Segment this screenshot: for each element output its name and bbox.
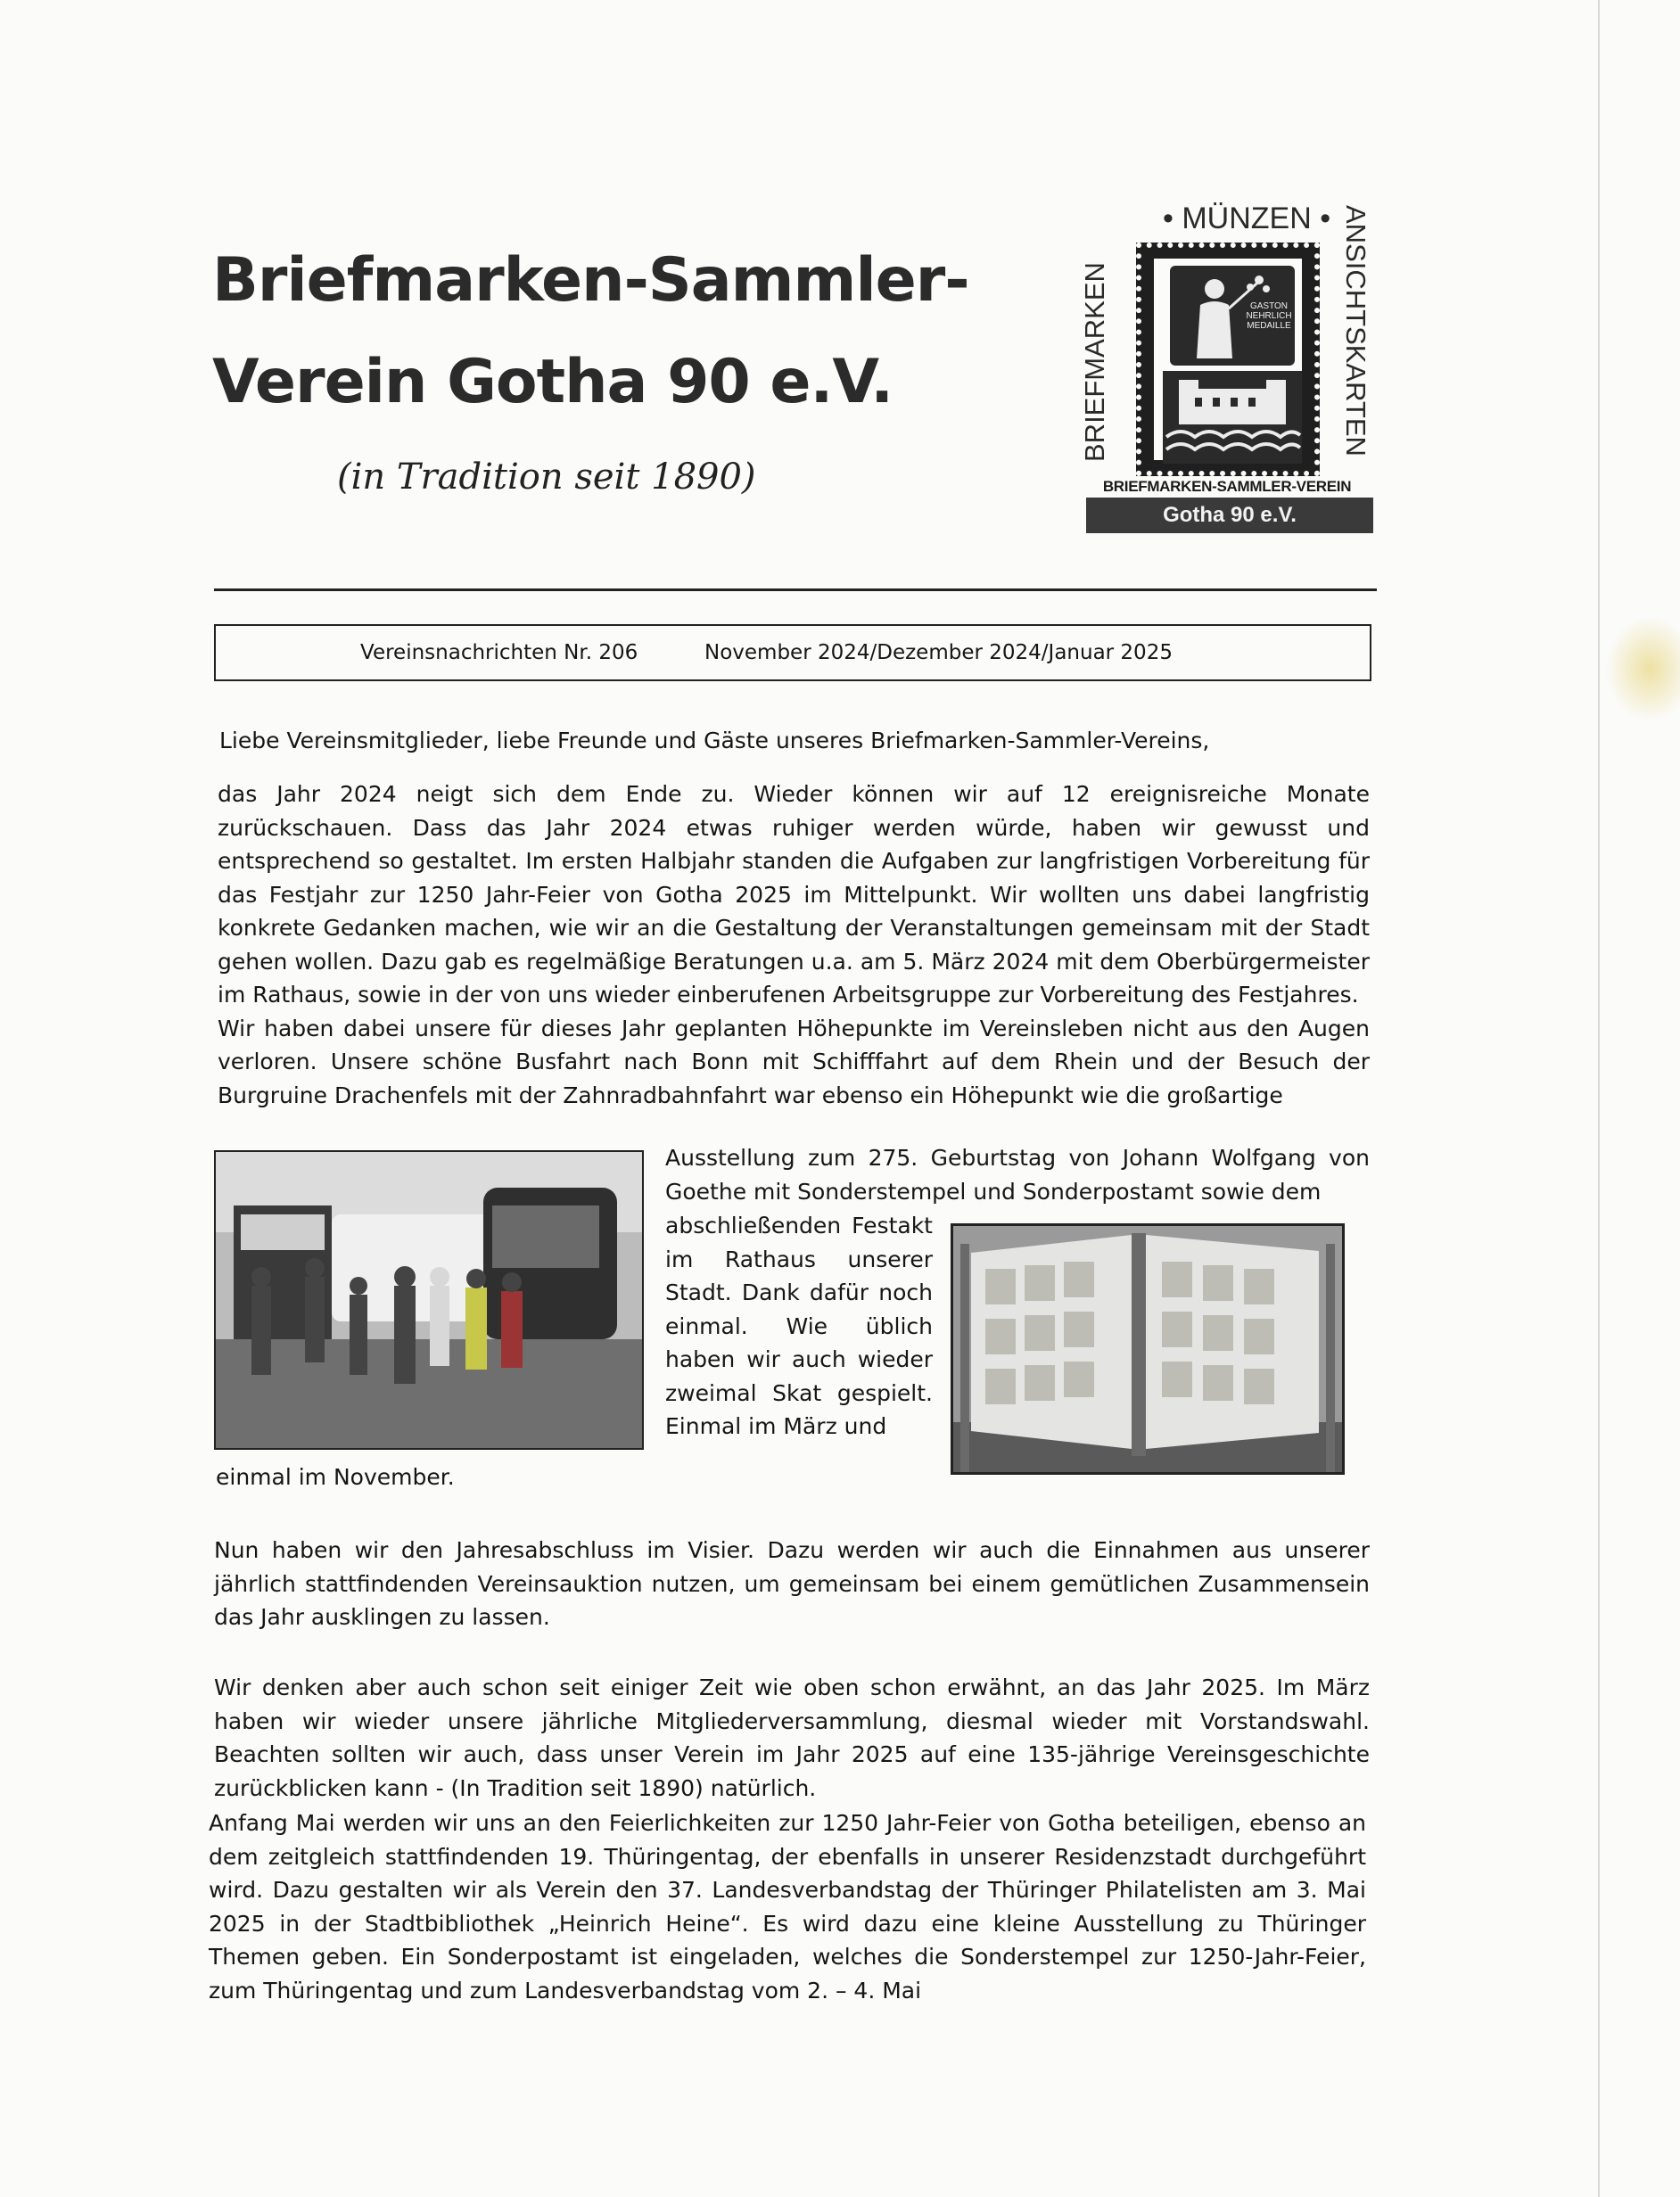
bus-trip-image-icon — [216, 1152, 642, 1448]
castle-drawing-icon — [1163, 371, 1302, 464]
issue-number: Vereinsnachrichten Nr. 206 — [360, 641, 638, 664]
title-line-2: Verein Gotha 90 e.V. — [212, 347, 894, 417]
paragraph-1: das Jahr 2024 neigt sich dem Ende zu. Wieder können wir auf 12 ereignisreiche Monate zurückschauen. Dass das Jahr 2024 etwas ruhiger werden würde, haben wir gewusst und entsprechend so gestaltet. Im ersten Halbjahr standen die Aufgaben zur langfristigen Vorbereitung für das Festjahr zur 1250 Jahr-Feier von Gotha 2025 im Mittelpunkt. Wir wollten uns dabei langfristig konkrete Gedanken machen, wie wir an die Gestaltung der Veranstaltungen gemeinsam mit der Stadt gehen wollen. Dazu gab es regelmäßige Beratungen u.a. am 5. März 2024 mit dem Oberbürgermeister im Rathaus, sowie in der von uns wieder einberufenen Arbeitsgruppe zur Vorbereitung des Festjahres. — [218, 781, 1370, 1008]
logo-city: Gotha 90 e.V. — [1086, 498, 1373, 533]
paragraph-3: Nun haben wir den Jahresabschluss im Visier. Dazu werden wir auch die Einnahmen aus unserer jährlich stattfindenden Vereinsauktion nutzen, um gemeinsam bei einem gemütlichen Zusammensein das Jahr ausklingen zu lassen. — [214, 1537, 1370, 1630]
paragraph-4: Wir denken aber auch schon seit einiger Zeit wie oben schon erwähnt, an das Jahr 2025. Im März haben wir wieder unsere jährliche Mitgliederversammlung, diesmal wieder mit Vorstandswahl. Beachten sollten wir auch, dass unser Verein im Jahr 2025 auf eine 135-jährige Vereinsgeschichte zurückblicken kann - (In Tradition seit 1890) natürlich. — [214, 1674, 1370, 1801]
logo-word-right: ANSICHTSKARTEN — [1340, 205, 1371, 457]
wrapped-text-right — [665, 1141, 1370, 1208]
stamp-frame-icon — [1136, 243, 1320, 476]
paragraph-block-d — [209, 1806, 1366, 2007]
paragraph-5: Anfang Mai werden wir uns an den Feierlichkeiten zur 1250 Jahr-Feier von Gotha beteiligen, ebenso an dem zeitgleich stattfindenden 19. Thüringentag, der ebenfalls in unserer Residenzstadt durchgeführt wird. Dazu gestalten wir als Verein den 37. Landesverbandstag der Thüringer Philatelisten am 3. Mai 2025 in der Stadtbibliothek „Heinrich Heine“. Es wird dazu eine kleine Ausstellung zu Thüringer Themen geben. Ein Sonderpostamt ist eingeladen, welches die Sonderstempel zur 1250-Jahr-Feier, zum Thüringentag und zum Landesverbandstag vom 2. – 4. Mai — [209, 1810, 1366, 2004]
paragraph-2a: Wir haben dabei unsere für dieses Jahr geplanten Höhepunkte im Vereinsleben nicht aus den Augen verloren. Unsere schöne Busfahrt nach Bonn mit Schifffahrt auf dem Rhein und der Besuch der Burgruine Drachenfels mit der Zahnradbahnfahrt war ebenso ein Höhepunkt wie die großartige — [218, 1015, 1370, 1108]
logo-word-top: • MÜNZEN • — [1163, 202, 1331, 235]
medal-text: GASTON NEHRLICH MEDAILLE — [1246, 301, 1292, 331]
paragraph-block-b — [214, 1534, 1370, 1634]
photo-bus-trip — [214, 1150, 644, 1450]
issue-date: November 2024/Dezember 2024/Januar 2025 — [704, 641, 1173, 664]
paragraph-block-c — [214, 1671, 1370, 1805]
header-divider — [214, 588, 1377, 591]
club-title — [212, 230, 969, 433]
paragraph-2b: Ausstellung zum 275. Geburtstag von Johann Wolfgang von Goethe mit Sonderstempel und Sonderpostamt sowie dem — [665, 1145, 1370, 1205]
exhibition-image-icon — [953, 1226, 1342, 1472]
stamp-inner — [1154, 259, 1302, 460]
photo-exhibition — [951, 1223, 1345, 1475]
paragraph-block-a — [218, 778, 1370, 1112]
paper-stain — [1605, 615, 1680, 722]
tradition-subtitle: (in Tradition seit 1890) — [337, 457, 756, 498]
club-logo — [1081, 194, 1373, 535]
logo-banner: BRIEFMARKEN-SAMMLER-VEREIN — [1102, 478, 1352, 495]
castle-icon — [1163, 371, 1302, 464]
paragraph-2c: abschließenden Festakt im Rathaus unserer Stadt. Dank dafür noch einmal. Wie üblich haben wir auch wieder zweimal Skat gespielt. Einmal im März und — [665, 1213, 933, 1439]
issue-info-box — [214, 624, 1371, 681]
paper-edge — [1598, 0, 1600, 2197]
title-line-1: Briefmarken-Sammler- — [212, 245, 969, 316]
logo-word-left: BRIEFMARKEN — [1079, 262, 1110, 462]
wrapped-text-narrow — [665, 1209, 933, 1444]
medal-icon — [1170, 266, 1295, 366]
greeting: Liebe Vereinsmitglieder, liebe Freunde und Gäste unseres Briefmarken-Sammler-Vereins, — [219, 728, 1210, 753]
paragraph-2-tail: einmal im November. — [216, 1464, 455, 1490]
